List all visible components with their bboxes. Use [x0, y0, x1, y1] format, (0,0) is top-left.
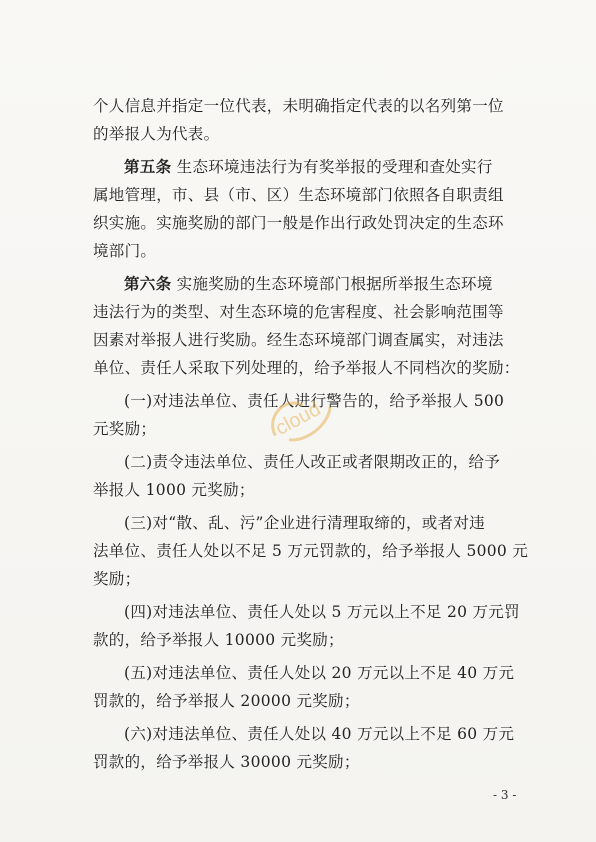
text-line: 单位、责任人采取下列处理的，给予举报人不同档次的奖励： — [93, 359, 520, 377]
list-item-3: (三)对“散、乱、污”企业进行清理取缔的，或者对违 — [124, 514, 485, 532]
text-line: 元奖励； — [93, 420, 157, 438]
text-line: 款的，给予举报人 10000 元奖励； — [93, 631, 344, 649]
text-line: 因素对举报人进行奖励。经生态环境部门调查属实，对违法 — [93, 331, 504, 349]
text-line: 境部门。 — [93, 242, 157, 260]
article-6-label: 第六条 — [124, 274, 172, 293]
text-line: 罚款的，给予举报人 30000 元奖励； — [93, 753, 360, 771]
list-item-2: (二)责令违法单位、责任人改正或者限期改正的，给予 — [124, 453, 501, 471]
text-line: 生态环境违法行为有奖举报的受理和查处实行 — [176, 158, 493, 176]
text-line: 奖励； — [93, 570, 141, 588]
text-line: 的举报人为代表。 — [93, 125, 220, 143]
list-item-4: (四)对违法单位、责任人处以 5 万元以上不足 20 万元罚 — [124, 603, 520, 621]
text-line: 举报人 1000 元奖励； — [93, 481, 255, 499]
article-5-line — [93, 153, 517, 181]
watermark-text: cloud — [271, 398, 325, 440]
text-line: 违法行为的类型、对生态环境的危害程度、社会影响范围等 — [93, 303, 504, 321]
text-line: 罚款的，给予举报人 20000 元奖励； — [93, 692, 360, 710]
article-5-label: 第五条 — [124, 157, 172, 176]
text-line: 属地管理，市、县（市、区）生态环境部门依照各自职责组 — [93, 186, 504, 204]
list-item-6: (六)对违法单位、责任人处以 40 万元以上不足 60 万元 — [124, 725, 515, 743]
list-item-1: (一)对违法单位、责任人进行警告的，给予举报人 500 — [124, 392, 505, 410]
article-6-line — [93, 270, 517, 298]
text-line: 法单位、责任人处以不足 5 万元罚款的，给予举报人 5000 元 — [93, 542, 529, 560]
page-number: - 3 - — [493, 788, 517, 802]
list-item-5: (五)对违法单位、责任人处以 20 万元以上不足 40 万元 — [124, 664, 515, 682]
text-line: 实施奖励的生态环境部门根据所举报生态环境 — [176, 275, 493, 293]
text-line: 织实施。实施奖励的部门一般是作出行政处罚决定的生态环 — [93, 214, 504, 232]
text-line: 个人信息并指定一位代表，未明确指定代表的以名列第一位 — [93, 97, 504, 115]
document-body — [93, 92, 529, 776]
